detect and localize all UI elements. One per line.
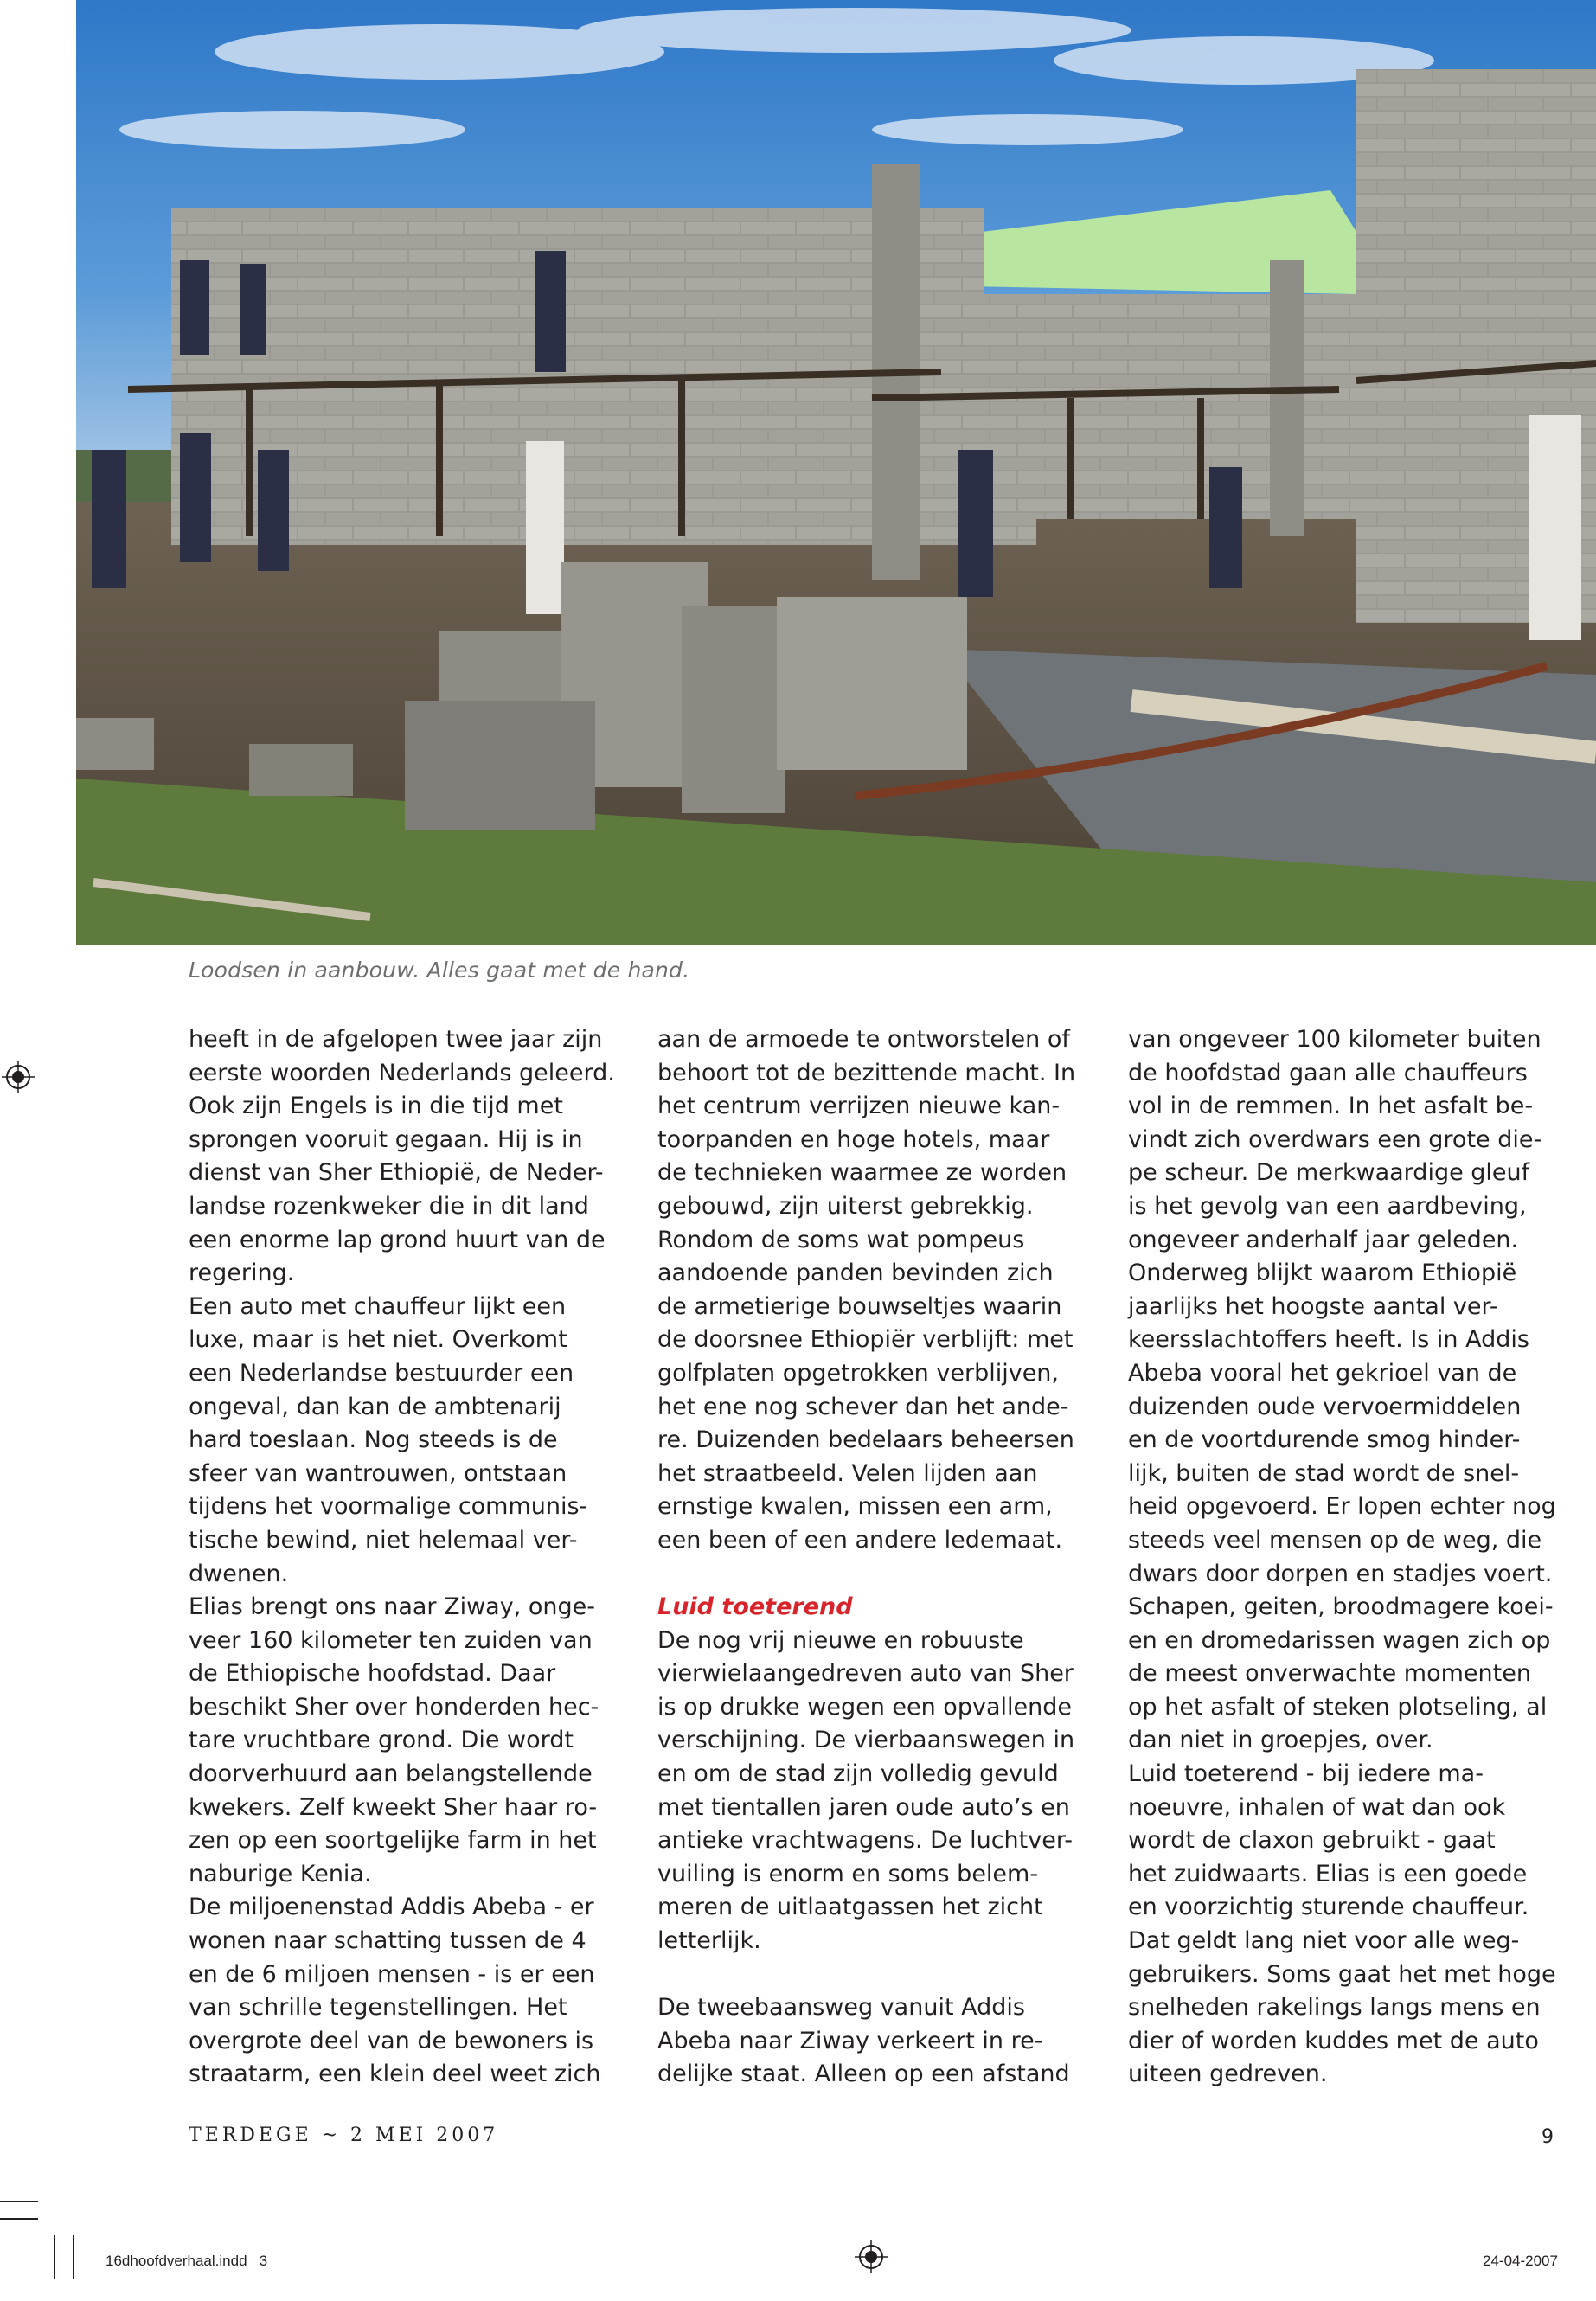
text-line: verschijning. De vierbaanswegen in xyxy=(657,1727,1075,1754)
text-line: tijdens het voormalige communis- xyxy=(189,1493,588,1521)
text-line: Abeba vooral het gekrioel van de xyxy=(1128,1359,1517,1387)
text-line: pe scheur. De merkwaardige gleuf xyxy=(1128,1159,1530,1187)
text-line: antieke vrachtwagens. De luchtver- xyxy=(657,1827,1073,1855)
text-line: landse rozenkweker die in dit land xyxy=(189,1192,589,1220)
text-line: tische bewind, niet helemaal ver- xyxy=(189,1526,578,1554)
text-line: overgrote deel van de bewoners is xyxy=(189,2027,594,2054)
text-line: snelheden rakelings langs mens en xyxy=(1128,1994,1541,2022)
text-line: tare vruchtbare grond. Die wordt xyxy=(189,1727,574,1754)
text-line: Luid toeterend - bij iedere ma- xyxy=(1128,1760,1484,1788)
text-line: vierwielaangedreven auto van Sher xyxy=(657,1660,1074,1688)
text-line: een Nederlandse bestuurder een xyxy=(189,1359,574,1387)
text-line: Dat geldt lang niet voor alle weg- xyxy=(1128,1927,1520,1955)
text-line: de meest onverwachte momenten xyxy=(1128,1660,1531,1688)
text-line: een enorme lap grond huurt van de xyxy=(189,1226,606,1253)
text-line: de hoofdstad gaan alle chauffeurs xyxy=(1128,1059,1528,1086)
text-line: met tientallen jaren oude auto’s en xyxy=(657,1793,1070,1821)
text-line: gebouwd, zijn uiterst gebrekkig. xyxy=(657,1192,1034,1220)
text-line: jaarlijks het hoogste aantal ver- xyxy=(1128,1292,1498,1320)
text-line: vuiling is enorm en soms belem- xyxy=(657,1860,1039,1888)
text-line: Schapen, geiten, broodmagere koei- xyxy=(1128,1593,1554,1621)
text-line: heeft in de afgelopen twee jaar zijn xyxy=(189,1026,603,1053)
section-heading: Luid toeterend xyxy=(657,1593,853,1621)
text-line: Rondom de soms wat pompeus xyxy=(657,1226,1025,1253)
text-line: dan niet in groepjes, over. xyxy=(1128,1727,1433,1754)
text-line: re. Duizenden bedelaars beheersen xyxy=(657,1426,1074,1454)
text-line: wordt de claxon gebruikt - gaat xyxy=(1128,1827,1496,1855)
text-line: Abeba naar Ziway verkeert in re- xyxy=(657,2027,1043,2054)
text-line: wonen naar schatting tussen de 4 xyxy=(189,1927,586,1955)
text-line: Onderweg blijkt waarom Ethiopië xyxy=(1128,1259,1517,1287)
text-line: eerste woorden Nederlands geleerd. xyxy=(189,1059,615,1086)
text-line: regering. xyxy=(189,1259,295,1287)
text-column-1 xyxy=(189,1023,638,2092)
text-line: zen op een soortgelijke farm in het xyxy=(189,1827,597,1855)
text-line: Ook zijn Engels is in die tijd met xyxy=(189,1093,563,1120)
text-line: en de 6 miljoen mensen - is er een xyxy=(189,1960,595,1988)
text-line: straatarm, een klein deel weet zich xyxy=(189,2061,601,2088)
text-line: steeds veel mensen op de weg, die xyxy=(1128,1526,1542,1554)
text-line: de doorsnee Ethiopiër verblijft: met xyxy=(657,1326,1074,1354)
text-line: dwenen. xyxy=(189,1560,289,1587)
paragraph-gap xyxy=(657,1958,1107,1992)
text-line: behoort tot de bezittende macht. In xyxy=(657,1059,1076,1086)
print-slug-date: 24-04-2007 xyxy=(1483,2253,1558,2269)
text-line: beschikt Sher over honderden hec- xyxy=(189,1693,599,1721)
text-line: ernstige kwalen, missen een arm, xyxy=(657,1493,1053,1521)
crop-mark xyxy=(0,2218,38,2220)
page-number: 9 xyxy=(1542,2126,1554,2148)
text-line: lijk, buiten de stad wordt de snel- xyxy=(1128,1459,1520,1487)
text-line: is het gevolg van een aardbeving, xyxy=(1128,1192,1527,1220)
text-line: naburige Kenia. xyxy=(189,1860,372,1888)
text-line: sprongen vooruit gegaan. Hij is in xyxy=(189,1125,583,1153)
text-line: kwekers. Zelf kweekt Sher haar ro- xyxy=(189,1793,598,1821)
paragraph-gap xyxy=(657,1558,1107,1592)
text-line: De miljoenenstad Addis Abeba - er xyxy=(189,1894,594,1921)
text-line: aan de armoede te ontworstelen of xyxy=(657,1026,1070,1053)
text-line: aandoende panden bevinden zich xyxy=(657,1259,1054,1287)
text-line: een been of een andere ledemaat. xyxy=(657,1526,1063,1554)
text-line: en voorzichtig sturende chauffeur. xyxy=(1128,1894,1529,1921)
text-line: Een auto met chauffeur lijkt een xyxy=(189,1292,567,1320)
construction-photo xyxy=(76,0,1596,945)
text-line: heid opgevoerd. Er lopen echter nog xyxy=(1128,1493,1556,1521)
text-line: De nog vrij nieuwe en robuuste xyxy=(657,1626,1024,1654)
text-line: op het asfalt of steken plotseling, al xyxy=(1128,1693,1548,1721)
text-line: de technieken waarmee ze worden xyxy=(657,1159,1067,1187)
text-line: meren de uitlaatgassen het zicht xyxy=(657,1894,1043,1921)
text-line: vindt zich overdwars een grote die- xyxy=(1128,1125,1542,1153)
text-line: en en dromedarissen wagen zich op xyxy=(1128,1626,1551,1654)
text-line: het straatbeeld. Velen lijden aan xyxy=(657,1459,1038,1487)
registration-mark-icon xyxy=(855,2240,888,2273)
crop-mark xyxy=(73,2235,74,2279)
text-line: het centrum verrijzen nieuwe kan- xyxy=(657,1093,1061,1120)
construction-site-illustration xyxy=(76,0,1596,945)
text-line: het ene nog schever dan het ande- xyxy=(657,1393,1069,1420)
registration-mark-icon xyxy=(2,1061,35,1093)
text-line: ongeveer anderhalf jaar geleden. xyxy=(1128,1226,1519,1253)
text-column-2 xyxy=(657,1023,1107,2092)
photo-caption: Loodsen in aanbouw. Alles gaat met de hand. xyxy=(189,958,690,983)
text-line: toorpanden en hoge hotels, maar xyxy=(657,1125,1050,1153)
text-line: hard toeslaan. Nog steeds is de xyxy=(189,1426,558,1454)
print-slug-file: 16dhoofdverhaal.indd 3 xyxy=(106,2253,268,2269)
text-line: keersslachtoffers heeft. Is in Addis xyxy=(1128,1326,1529,1354)
text-line: gebruikers. Soms gaat het met hoge xyxy=(1128,1960,1556,1988)
text-line: duizenden oude vervoermiddelen xyxy=(1128,1393,1522,1420)
text-line: letterlijk. xyxy=(657,1927,761,1955)
text-line: De tweebaansweg vanuit Addis xyxy=(657,1994,1025,2022)
text-line: dier of worden kuddes met de auto xyxy=(1128,2027,1539,2054)
text-line: Elias brengt ons naar Ziway, onge- xyxy=(189,1593,595,1621)
text-line: dienst van Sher Ethiopië, de Neder- xyxy=(189,1159,604,1187)
text-line: sfeer van wantrouwen, ontstaan xyxy=(189,1459,567,1487)
text-line: luxe, maar is het niet. Overkomt xyxy=(189,1326,567,1354)
text-line: delijke staat. Alleen op een afstand xyxy=(657,2061,1070,2088)
text-line: veer 160 kilometer ten zuiden van xyxy=(189,1626,593,1654)
text-line: van schrille tegenstellingen. Het xyxy=(189,1994,567,2022)
text-line: dwars door dorpen en stadjes voert. xyxy=(1128,1560,1553,1587)
text-line: is op drukke wegen een opvallende xyxy=(657,1693,1072,1721)
text-line: de armetierige bouwseltjes waarin xyxy=(657,1292,1062,1320)
text-line: ongeval, dan kan de ambtenarij xyxy=(189,1393,561,1420)
text-line: doorverhuurd aan belangstellende xyxy=(189,1760,593,1788)
text-line: en de voortdurende smog hinder- xyxy=(1128,1426,1521,1454)
text-line: de Ethiopische hoofdstad. Daar xyxy=(189,1660,556,1688)
crop-mark xyxy=(0,2201,38,2202)
text-line: golfplaten opgetrokken verblijven, xyxy=(657,1359,1059,1387)
magazine-footer: TERDEGE ~ 2 MEI 2007 xyxy=(189,2125,499,2146)
crop-mark xyxy=(54,2235,55,2279)
text-line: noeuvre, inhalen of wat dan ook xyxy=(1128,1793,1506,1821)
text-line: uiteen gedreven. xyxy=(1128,2061,1328,2088)
text-line: het zuidwaarts. Elias is een goede xyxy=(1128,1860,1528,1888)
text-column-3 xyxy=(1128,1023,1578,2092)
text-line: en om de stad zijn volledig gevuld xyxy=(657,1760,1059,1788)
text-line: van ongeveer 100 kilometer buiten xyxy=(1128,1026,1542,1053)
text-line: vol in de remmen. In het asfalt be- xyxy=(1128,1093,1534,1120)
